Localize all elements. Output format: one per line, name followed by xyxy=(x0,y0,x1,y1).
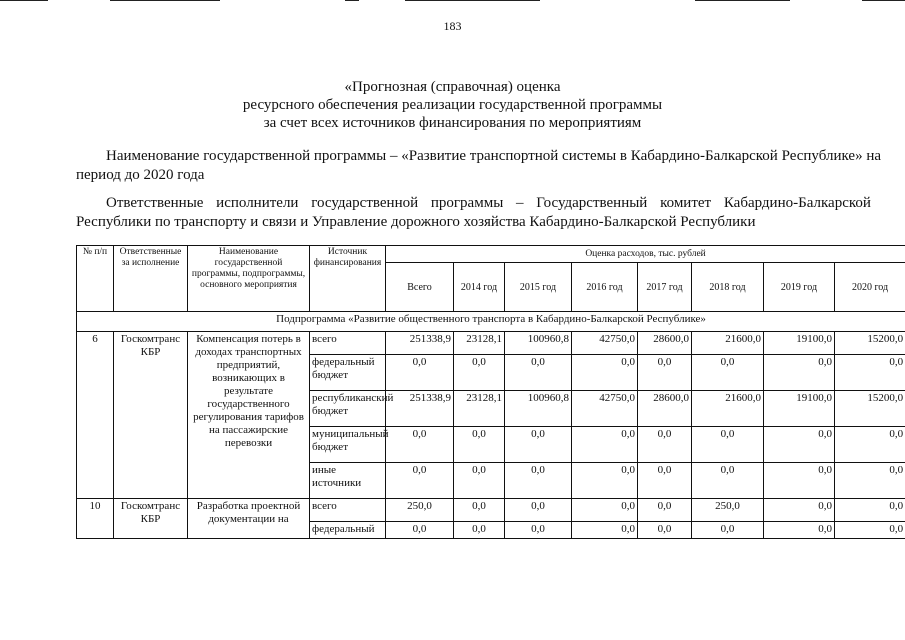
value-cell: 0,0 xyxy=(386,522,454,539)
program-name-line: период до 2020 года xyxy=(76,166,205,183)
value-cell: 0,0 xyxy=(572,427,638,463)
value-cell: 251338,9 xyxy=(386,391,454,427)
header-year: 2019 год xyxy=(764,263,835,312)
source-cell: всего xyxy=(310,332,386,355)
value-cell: 21600,0 xyxy=(692,391,764,427)
value-cell: 19100,0 xyxy=(764,391,835,427)
value-cell: 0,0 xyxy=(638,522,692,539)
scan-edge-line xyxy=(0,0,48,1)
value-cell: 0,0 xyxy=(835,427,905,463)
value-cell: 0,0 xyxy=(386,427,454,463)
value-cell: 0,0 xyxy=(764,427,835,463)
value-cell: 0,0 xyxy=(454,463,505,499)
executors-line: Республики по транспорту и связи и Управление дорожного хозяйства Кабардино-Балкарской Республики xyxy=(76,213,756,230)
program-name-paragraph xyxy=(76,147,905,184)
value-cell: 0,0 xyxy=(692,427,764,463)
value-cell: 15200,0 xyxy=(835,332,905,355)
resource-table xyxy=(76,245,905,539)
value-cell: 0,0 xyxy=(835,522,905,539)
value-cell: 0,0 xyxy=(692,463,764,499)
value-cell: 0,0 xyxy=(572,463,638,499)
value-cell: 0,0 xyxy=(454,427,505,463)
value-cell: 42750,0 xyxy=(572,391,638,427)
value-cell: 0,0 xyxy=(454,499,505,522)
value-cell: 0,0 xyxy=(572,522,638,539)
value-cell: 100960,8 xyxy=(505,391,572,427)
header-year: 2016 год xyxy=(572,263,638,312)
value-cell: 0,0 xyxy=(764,499,835,522)
executors-line: Ответственные исполнители государственной программы – Государственный комитет Кабардино-Балкарской xyxy=(106,195,871,211)
source-cell: иные источники xyxy=(310,463,386,499)
value-cell: 0,0 xyxy=(454,522,505,539)
header-total: Всего xyxy=(386,263,454,312)
source-cell: федеральный бюджет xyxy=(310,355,386,391)
value-cell: 250,0 xyxy=(692,499,764,522)
value-cell: 0,0 xyxy=(638,463,692,499)
subprogram-title: Подпрограмма «Развитие общественного транспорта в Кабардино-Балкарской Республике» xyxy=(77,312,905,332)
scan-edge-line xyxy=(345,0,359,1)
program-name-line: Наименование государственной программы – «Развитие транспортной системы в Кабардино-Балкарской Республике» на xyxy=(106,148,882,164)
value-cell: 0,0 xyxy=(835,499,905,522)
activity-responsible: Госкомтранс КБР xyxy=(114,499,188,539)
value-cell: 0,0 xyxy=(638,499,692,522)
source-cell: муниципальный бюджет xyxy=(310,427,386,463)
value-cell: 250,0 xyxy=(386,499,454,522)
value-cell: 0,0 xyxy=(835,355,905,391)
value-cell: 42750,0 xyxy=(572,332,638,355)
value-cell: 0,0 xyxy=(764,522,835,539)
header-year: 2017 год xyxy=(638,263,692,312)
activity-name: Компенсация потерь в доходах транспортных предприятий, возникающих в результате государственного регулирования тарифов на пассажирские перевозки xyxy=(188,332,310,499)
header-activity-name: Наименование государственной программы, подпрограммы, основного мероприятия xyxy=(188,246,310,312)
title-line: «Прогнозная (справочная) оценка xyxy=(344,79,561,95)
header-source: Источник финансирования xyxy=(310,246,386,312)
value-cell: 0,0 xyxy=(505,427,572,463)
header-year: 2020 год xyxy=(835,263,905,312)
value-cell: 0,0 xyxy=(505,355,572,391)
value-cell: 0,0 xyxy=(386,355,454,391)
value-cell: 0,0 xyxy=(835,463,905,499)
value-cell: 0,0 xyxy=(572,499,638,522)
scan-edge-line xyxy=(862,0,905,1)
executors-paragraph xyxy=(76,194,905,231)
table-row xyxy=(77,499,905,522)
activity-responsible: Госкомтранс КБР xyxy=(114,332,188,499)
header-year: 2018 год xyxy=(692,263,764,312)
source-cell: всего xyxy=(310,499,386,522)
scan-edge-line xyxy=(405,0,540,1)
value-cell: 0,0 xyxy=(505,463,572,499)
header-expenses: Оценка расходов, тыс. рублей xyxy=(386,246,905,263)
header-year: 2014 год xyxy=(454,263,505,312)
value-cell: 23128,1 xyxy=(454,332,505,355)
title-line: за счет всех источников финансирования по мероприятиям xyxy=(263,115,642,131)
value-cell: 21600,0 xyxy=(692,332,764,355)
value-cell: 0,0 xyxy=(638,427,692,463)
value-cell: 0,0 xyxy=(692,522,764,539)
value-cell: 0,0 xyxy=(764,463,835,499)
value-cell: 23128,1 xyxy=(454,391,505,427)
document-title xyxy=(0,78,905,132)
value-cell: 0,0 xyxy=(572,355,638,391)
value-cell: 0,0 xyxy=(638,355,692,391)
source-cell: республиканский бюджет xyxy=(310,391,386,427)
value-cell: 0,0 xyxy=(386,463,454,499)
value-cell: 15200,0 xyxy=(835,391,905,427)
value-cell: 28600,0 xyxy=(638,391,692,427)
value-cell: 0,0 xyxy=(764,355,835,391)
activity-number: 10 xyxy=(77,499,114,539)
activity-number: 6 xyxy=(77,332,114,499)
header-year: 2015 год xyxy=(505,263,572,312)
header-responsible: Ответственные за исполнение xyxy=(114,246,188,312)
value-cell: 0,0 xyxy=(505,499,572,522)
activity-name: Разработка проектной документации на xyxy=(188,499,310,539)
value-cell: 0,0 xyxy=(505,522,572,539)
scan-edge-line xyxy=(695,0,790,1)
value-cell: 19100,0 xyxy=(764,332,835,355)
page-number: 183 xyxy=(443,19,462,33)
table-row xyxy=(77,332,905,355)
value-cell: 251338,9 xyxy=(386,332,454,355)
value-cell: 100960,8 xyxy=(505,332,572,355)
header-num: № п/п xyxy=(77,246,114,312)
value-cell: 0,0 xyxy=(454,355,505,391)
value-cell: 28600,0 xyxy=(638,332,692,355)
source-cell: федеральный xyxy=(310,522,386,539)
scan-edge-line xyxy=(110,0,220,1)
title-line: ресурсного обеспечения реализации государственной программы xyxy=(242,97,663,113)
value-cell: 0,0 xyxy=(692,355,764,391)
